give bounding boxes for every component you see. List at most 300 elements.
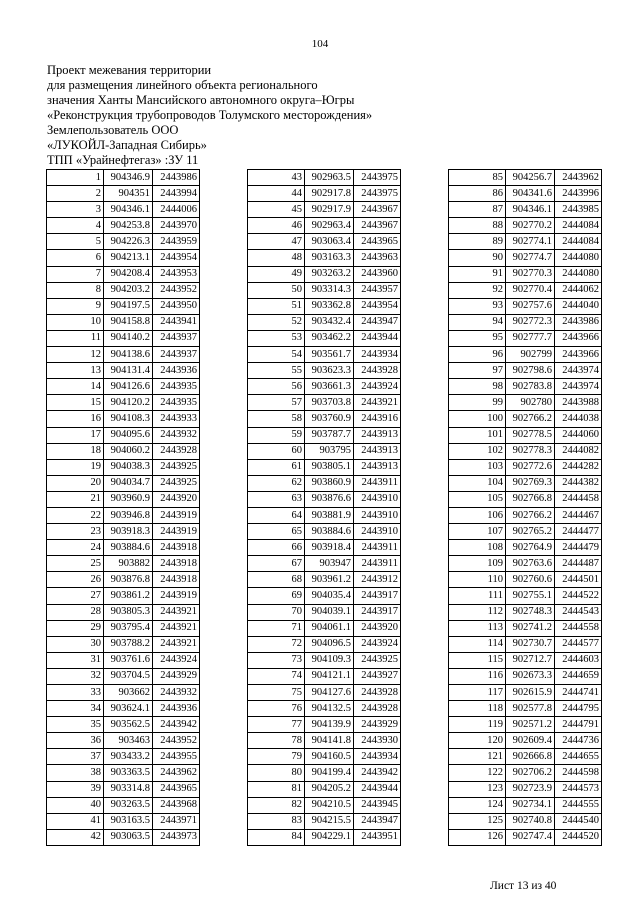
coordinate-x: 904039.1	[305, 604, 354, 620]
point-number: 21	[47, 491, 104, 507]
coordinate-y: 2444467	[555, 507, 602, 523]
coordinate-x: 902706.2	[506, 765, 555, 781]
coordinate-x: 903433.2	[104, 749, 153, 765]
coordinate-y: 2444040	[555, 298, 602, 314]
table-row	[449, 186, 602, 202]
coordinate-x: 902571.2	[506, 717, 555, 733]
table-row	[47, 395, 200, 411]
point-number: 41	[47, 813, 104, 829]
coordinate-y: 2444659	[555, 668, 602, 684]
point-number: 20	[47, 475, 104, 491]
coordinate-y: 2443910	[354, 507, 401, 523]
coordinate-x: 903861.2	[104, 588, 153, 604]
coordinate-x: 904158.8	[104, 314, 153, 330]
coordinate-x: 902774.7	[506, 250, 555, 266]
coordinate-x: 903805.3	[104, 604, 153, 620]
coordinate-y: 2443921	[153, 620, 200, 636]
coordinate-x: 902772.6	[506, 459, 555, 475]
coordinate-y: 2443917	[354, 604, 401, 620]
coordinate-y: 2443962	[555, 170, 602, 186]
point-number: 124	[449, 797, 506, 813]
coordinate-y: 2443986	[153, 170, 200, 186]
coordinate-x: 903805.1	[305, 459, 354, 475]
point-number: 86	[449, 186, 506, 202]
point-number: 22	[47, 507, 104, 523]
table-row	[449, 234, 602, 250]
coordinate-y: 2443918	[153, 556, 200, 572]
coordinate-y: 2443937	[153, 347, 200, 363]
coordinate-x: 903876.6	[305, 491, 354, 507]
coordinate-x: 903882	[104, 556, 153, 572]
coordinate-y: 2443967	[354, 202, 401, 218]
coordinate-y: 2444736	[555, 733, 602, 749]
coordinate-x: 903795	[305, 443, 354, 459]
coordinate-x: 904096.5	[305, 636, 354, 652]
coordinate-x: 904141.8	[305, 733, 354, 749]
coordinate-y: 2443925	[153, 459, 200, 475]
table-row	[449, 604, 602, 620]
point-number: 90	[449, 250, 506, 266]
coordinate-x: 903961.2	[305, 572, 354, 588]
point-number: 121	[449, 749, 506, 765]
coordinate-x: 904205.2	[305, 781, 354, 797]
coordinate-y: 2444598	[555, 765, 602, 781]
table-row	[449, 202, 602, 218]
point-number: 107	[449, 524, 506, 540]
table-row	[47, 202, 200, 218]
table-row	[248, 379, 401, 395]
coordinate-y: 2443947	[354, 314, 401, 330]
point-number: 14	[47, 379, 104, 395]
coordinate-y: 2443975	[354, 186, 401, 202]
coordinate-y: 2443935	[153, 379, 200, 395]
point-number: 58	[248, 411, 305, 427]
point-number: 74	[248, 668, 305, 684]
coordinate-x: 903462.2	[305, 330, 354, 346]
coordinate-x: 902741.2	[506, 620, 555, 636]
table-row	[449, 781, 602, 797]
table-row	[449, 620, 602, 636]
table-row	[248, 491, 401, 507]
table-row	[47, 170, 200, 186]
coordinate-x: 904197.5	[104, 298, 153, 314]
table-row	[449, 250, 602, 266]
point-number: 106	[449, 507, 506, 523]
table-row	[47, 379, 200, 395]
table-row	[449, 540, 602, 556]
coordinate-x: 902917.9	[305, 202, 354, 218]
coordinate-y: 2444080	[555, 266, 602, 282]
point-number: 104	[449, 475, 506, 491]
point-number: 123	[449, 781, 506, 797]
point-number: 77	[248, 717, 305, 733]
point-number: 33	[47, 685, 104, 701]
coordinate-x: 902747.4	[506, 829, 555, 845]
coordinate-x: 903884.6	[305, 524, 354, 540]
coordinate-x: 903795.4	[104, 620, 153, 636]
table-row	[449, 717, 602, 733]
coordinate-x: 904213.1	[104, 250, 153, 266]
table-row	[47, 266, 200, 282]
table-row	[248, 717, 401, 733]
table-row	[248, 250, 401, 266]
point-number: 95	[449, 330, 506, 346]
coordinate-y: 2443947	[354, 813, 401, 829]
point-number: 2	[47, 186, 104, 202]
table-row	[47, 427, 200, 443]
point-number: 119	[449, 717, 506, 733]
point-number: 7	[47, 266, 104, 282]
point-number: 1	[47, 170, 104, 186]
point-number: 88	[449, 218, 506, 234]
header-line: «ЛУКОЙЛ-Западная Сибирь»	[47, 138, 207, 152]
point-number: 63	[248, 491, 305, 507]
coordinate-y: 2443913	[354, 443, 401, 459]
table-row	[449, 588, 602, 604]
coordinate-y: 2443954	[153, 250, 200, 266]
coordinate-y: 2443912	[354, 572, 401, 588]
point-number: 39	[47, 781, 104, 797]
point-number: 81	[248, 781, 305, 797]
coordinate-x: 904127.6	[305, 685, 354, 701]
coordinate-x: 903947	[305, 556, 354, 572]
point-number: 9	[47, 298, 104, 314]
table-row	[248, 459, 401, 475]
coordinate-y: 2443975	[354, 170, 401, 186]
coordinate-x: 904229.1	[305, 829, 354, 845]
coordinate-y: 2443910	[354, 491, 401, 507]
coordinate-x: 904139.9	[305, 717, 354, 733]
table-row	[248, 218, 401, 234]
point-number: 36	[47, 733, 104, 749]
coordinate-x: 902783.8	[506, 379, 555, 395]
point-number: 69	[248, 588, 305, 604]
coordinate-x: 902778.3	[506, 443, 555, 459]
table-row	[248, 733, 401, 749]
coordinate-x: 902730.7	[506, 636, 555, 652]
point-number: 109	[449, 556, 506, 572]
coordinate-x: 902755.1	[506, 588, 555, 604]
table-row	[47, 797, 200, 813]
point-number: 17	[47, 427, 104, 443]
coordinate-x: 904199.4	[305, 765, 354, 781]
table-row	[47, 685, 200, 701]
point-number: 117	[449, 685, 506, 701]
table-row	[449, 330, 602, 346]
table-row	[248, 347, 401, 363]
point-number: 10	[47, 314, 104, 330]
table-row	[47, 749, 200, 765]
point-number: 79	[248, 749, 305, 765]
coordinate-y: 2443934	[354, 347, 401, 363]
table-row	[449, 411, 602, 427]
coordinate-y: 2444084	[555, 234, 602, 250]
coordinate-y: 2443994	[153, 186, 200, 202]
point-number: 118	[449, 701, 506, 717]
coordinate-y: 2444555	[555, 797, 602, 813]
table-row	[47, 411, 200, 427]
point-number: 59	[248, 427, 305, 443]
coordinate-x: 904061.1	[305, 620, 354, 636]
coordinate-y: 2444741	[555, 685, 602, 701]
coordinate-y: 2444062	[555, 282, 602, 298]
point-number: 99	[449, 395, 506, 411]
table-row	[449, 427, 602, 443]
point-number: 24	[47, 540, 104, 556]
coordinate-x: 902673.3	[506, 668, 555, 684]
coordinate-x: 902963.5	[305, 170, 354, 186]
coordinate-y: 2444520	[555, 829, 602, 845]
coordinate-y: 2444038	[555, 411, 602, 427]
coordinate-x: 902774.1	[506, 234, 555, 250]
coordinate-x: 903561.7	[305, 347, 354, 363]
coordinate-x: 903562.5	[104, 717, 153, 733]
point-number: 57	[248, 395, 305, 411]
point-number: 111	[449, 588, 506, 604]
coordinate-x: 904210.5	[305, 797, 354, 813]
coordinate-y: 2444603	[555, 652, 602, 668]
table-row	[248, 540, 401, 556]
coordinate-y: 2444479	[555, 540, 602, 556]
point-number: 92	[449, 282, 506, 298]
point-number: 100	[449, 411, 506, 427]
coordinate-y: 2443928	[354, 685, 401, 701]
table-row	[449, 652, 602, 668]
point-number: 32	[47, 668, 104, 684]
coordinate-x: 904226.3	[104, 234, 153, 250]
coordinate-y: 2443951	[354, 829, 401, 845]
point-number: 62	[248, 475, 305, 491]
point-number: 47	[248, 234, 305, 250]
coordinate-y: 2443924	[354, 379, 401, 395]
coordinate-y: 2443913	[354, 459, 401, 475]
coordinate-x: 903362.8	[305, 298, 354, 314]
point-number: 46	[248, 218, 305, 234]
coordinate-y: 2443927	[354, 668, 401, 684]
table-row	[449, 733, 602, 749]
point-number: 27	[47, 588, 104, 604]
coordinate-y: 2443929	[153, 668, 200, 684]
coordinate-x: 902748.3	[506, 604, 555, 620]
coordinate-x: 904351	[104, 186, 153, 202]
coordinate-x: 904060.2	[104, 443, 153, 459]
table-row	[248, 170, 401, 186]
table-row	[47, 234, 200, 250]
coordinate-y: 2443973	[153, 829, 200, 845]
point-number: 85	[449, 170, 506, 186]
table-row	[47, 507, 200, 523]
table-row	[248, 186, 401, 202]
table-row	[47, 781, 200, 797]
point-number: 43	[248, 170, 305, 186]
table-row	[47, 298, 200, 314]
table-row	[449, 636, 602, 652]
table-row	[248, 813, 401, 829]
table-row	[449, 668, 602, 684]
coordinate-y: 2443920	[153, 491, 200, 507]
table-row	[449, 685, 602, 701]
coordinate-x: 902766.2	[506, 411, 555, 427]
coordinate-y: 2443928	[354, 363, 401, 379]
coordinate-x: 904341.6	[506, 186, 555, 202]
table-row	[449, 314, 602, 330]
coordinate-y: 2443919	[153, 588, 200, 604]
point-number: 53	[248, 330, 305, 346]
coordinate-y: 2444282	[555, 459, 602, 475]
table-row	[47, 282, 200, 298]
table-row	[449, 282, 602, 298]
table-row	[47, 829, 200, 845]
point-number: 60	[248, 443, 305, 459]
point-number: 84	[248, 829, 305, 845]
table-row	[248, 620, 401, 636]
coordinate-y: 2443968	[153, 797, 200, 813]
point-number: 48	[248, 250, 305, 266]
coordinate-y: 2443952	[153, 733, 200, 749]
point-number: 45	[248, 202, 305, 218]
point-number: 16	[47, 411, 104, 427]
table-row	[248, 475, 401, 491]
table-row	[47, 717, 200, 733]
point-number: 64	[248, 507, 305, 523]
header-line: Проект межевания территории	[47, 63, 212, 77]
table-row	[47, 604, 200, 620]
table-row	[248, 411, 401, 427]
table-row	[47, 588, 200, 604]
table-row	[248, 701, 401, 717]
table-row	[47, 347, 200, 363]
coordinate-y: 2443935	[153, 395, 200, 411]
coordinate-y: 2444577	[555, 636, 602, 652]
point-number: 97	[449, 363, 506, 379]
coordinate-y: 2443911	[354, 475, 401, 491]
coordinate-x: 904108.3	[104, 411, 153, 427]
coordinate-y: 2443963	[354, 250, 401, 266]
table-row	[248, 781, 401, 797]
table-row	[47, 491, 200, 507]
coordinate-x: 902917.8	[305, 186, 354, 202]
coordinate-y: 2443924	[354, 636, 401, 652]
coordinate-x: 903263.2	[305, 266, 354, 282]
coordinate-x: 902734.1	[506, 797, 555, 813]
coordinate-x: 902770.2	[506, 218, 555, 234]
point-number: 26	[47, 572, 104, 588]
point-number: 102	[449, 443, 506, 459]
coordinate-y: 2443950	[153, 298, 200, 314]
table-row	[248, 507, 401, 523]
coordinate-y: 2444006	[153, 202, 200, 218]
coordinate-x: 903163.3	[305, 250, 354, 266]
coordinate-x: 904126.6	[104, 379, 153, 395]
coordinate-x: 902963.4	[305, 218, 354, 234]
table-row	[449, 507, 602, 523]
table-row	[47, 765, 200, 781]
coordinate-x: 903163.5	[104, 813, 153, 829]
header-line: ТПП «Урайнефтегаз» :ЗУ 11	[47, 153, 199, 167]
point-number: 6	[47, 250, 104, 266]
page-number: 104	[311, 38, 329, 50]
coordinate-y: 2444501	[555, 572, 602, 588]
coordinate-x: 902577.8	[506, 701, 555, 717]
coordinate-y: 2444458	[555, 491, 602, 507]
point-number: 110	[449, 572, 506, 588]
table-row	[47, 250, 200, 266]
table-row	[248, 604, 401, 620]
point-number: 15	[47, 395, 104, 411]
coordinate-x: 903623.3	[305, 363, 354, 379]
coordinate-y: 2444543	[555, 604, 602, 620]
point-number: 40	[47, 797, 104, 813]
coordinate-x: 903703.8	[305, 395, 354, 411]
coordinate-x: 902757.6	[506, 298, 555, 314]
point-number: 91	[449, 266, 506, 282]
point-number: 12	[47, 347, 104, 363]
coordinate-x: 903918.4	[305, 540, 354, 556]
point-number: 37	[47, 749, 104, 765]
point-number: 103	[449, 459, 506, 475]
coordinate-x: 903787.7	[305, 427, 354, 443]
coordinate-x: 904256.7	[506, 170, 555, 186]
table-row	[248, 524, 401, 540]
table-row	[248, 797, 401, 813]
coordinate-y: 2443962	[153, 765, 200, 781]
coordinate-x: 902772.3	[506, 314, 555, 330]
coordinate-x: 902763.6	[506, 556, 555, 572]
coordinate-x: 904120.2	[104, 395, 153, 411]
coordinate-x: 902764.9	[506, 540, 555, 556]
coordinates-table-3	[448, 169, 602, 846]
coordinate-x: 902778.5	[506, 427, 555, 443]
table-row	[248, 282, 401, 298]
point-number: 25	[47, 556, 104, 572]
coordinate-x: 903661.3	[305, 379, 354, 395]
coordinate-x: 902780	[506, 395, 555, 411]
point-number: 3	[47, 202, 104, 218]
coordinate-x: 904121.1	[305, 668, 354, 684]
coordinate-y: 2443918	[153, 540, 200, 556]
table-row	[248, 395, 401, 411]
table-row	[47, 636, 200, 652]
table-row	[47, 668, 200, 684]
point-number: 52	[248, 314, 305, 330]
coordinate-x: 903860.9	[305, 475, 354, 491]
coordinate-x: 903761.6	[104, 652, 153, 668]
table-row	[248, 202, 401, 218]
coordinate-x: 903876.8	[104, 572, 153, 588]
coordinate-x: 903314.3	[305, 282, 354, 298]
point-number: 71	[248, 620, 305, 636]
point-number: 56	[248, 379, 305, 395]
point-number: 55	[248, 363, 305, 379]
point-number: 126	[449, 829, 506, 845]
table-row	[47, 186, 200, 202]
coordinate-y: 2444791	[555, 717, 602, 733]
coordinate-y: 2443965	[354, 234, 401, 250]
coordinate-x: 903918.3	[104, 524, 153, 540]
point-number: 35	[47, 717, 104, 733]
coordinate-y: 2443918	[153, 572, 200, 588]
table-row	[47, 363, 200, 379]
coordinate-x: 904215.5	[305, 813, 354, 829]
table-row	[248, 330, 401, 346]
coordinate-y: 2444655	[555, 749, 602, 765]
coordinate-x: 903760.9	[305, 411, 354, 427]
point-number: 75	[248, 685, 305, 701]
header-line: Землепользователь ООО	[47, 123, 179, 137]
coordinate-y: 2444573	[555, 781, 602, 797]
coordinate-x: 902723.9	[506, 781, 555, 797]
coordinate-y: 2443967	[354, 218, 401, 234]
